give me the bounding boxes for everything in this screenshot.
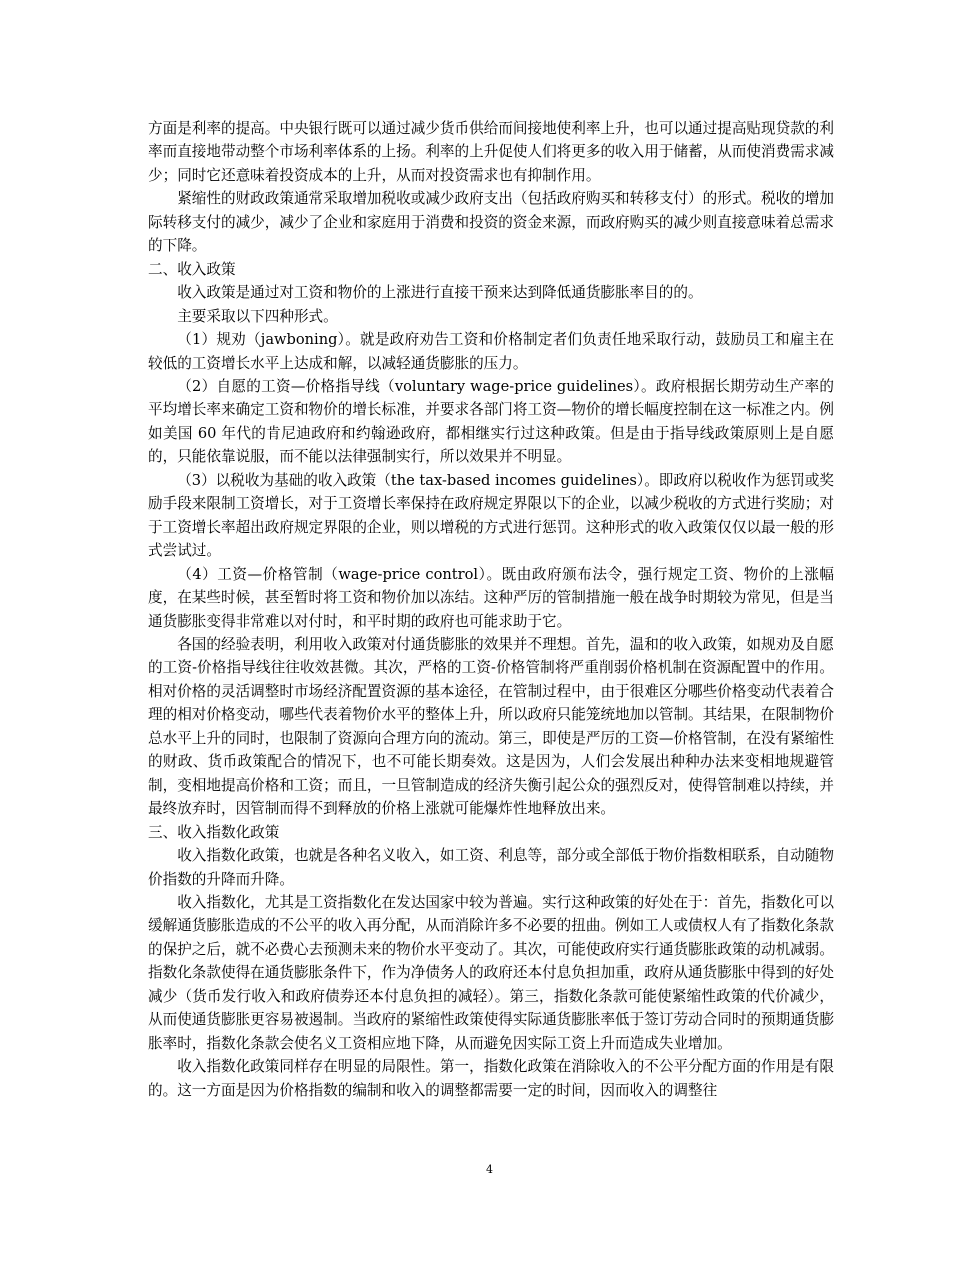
paragraph: 收入指数化，尤其是工资指数化在发达国家中较为普遍。实行这种政策的好处在于：首先，指数化可以缓解通货膨胀造成的不公平的收入再分配，从而消除许多不必要的扭曲。例如工人或债权人有了指数化条款的保护之后，就不必费心去预测未来的物价水平变动了。其次，可能使政府实行通货膨胀政策的动机减弱。指数化条款使得在通货膨胀条件下，作为净债务人的政府还本付息负担加重，政府从通货膨胀中得到的好处减少（货币发行收入和政府债券还本付息负担的减轻）。第三，指数化条款可能使紧缩性政策的代价减少，从而使通货膨胀更容易被遏制。当政府的紧缩性政策使得实际通货膨胀率低于签订劳动合同时的预期通货膨胀率时，指数化条款会使名义工资相应地下降，从而避免因实际工资上升而造成失业增加。 (148, 893, 834, 1052)
body-text (148, 117, 834, 1102)
paragraph: 主要采取以下四种形式。 (177, 307, 338, 325)
paragraph: 收入指数化政策，也就是各种名义收入，如工资、利息等，部分或全部低于物价指数相联系，自动随物价指数的升降而升降。 (148, 847, 834, 888)
paragraph: 收入指数化政策同样存在明显的局限性。第一，指数化政策在消除收入的不公平分配方面的作用是有限的。这一方面是因为价格指数的编制和收入的调整都需要一定的时间，因而收入的调整往 (148, 1058, 834, 1099)
section-heading: 二、收入政策 (148, 260, 236, 278)
list-item: （3）以税收为基础的收入政策（the tax-based incomes guidelines）。即政府以税收作为惩罚或奖励手段来限制工资增长，对于工资增长率保持在政府规定界限以下的企业，以减少税收的方式进行奖励；对于工资增长率超出政府规定界限的企业，则以增税的方式进行惩罚。这种形式的收入政策仅仅以最一般的形式尝试过。 (148, 471, 834, 560)
paragraph: 收入政策是通过对工资和物价的上涨进行直接干预来达到降低通货膨胀率目的的。 (177, 284, 703, 302)
paragraph: 方面是利率的提高。中央银行既可以通过减少货币供给而间接地使利率上升，也可以通过提高贴现贷款的利率而直接地带动整个市场利率体系的上扬。利率的上升促使人们将更多的收入用于储蓄，从而使消费需求减少；同时它还意味着投资成本的上升，从而对投资需求也有抑制作用。 (148, 120, 834, 184)
paragraph: 各国的经验表明，利用收入政策对付通货膨胀的效果并不理想。首先，温和的收入政策，如规劝及自愿的工资-价格指导线往往收效甚微。其次，严格的工资-价格管制将严重削弱价格机制在资源配置中的作用。相对价格的灵活调整时市场经济配置资源的基本途径，在管制过程中，由于很难区分哪些价格变动代表着合理的相对价格变动，哪些代表着物价水平的整体上升，所以政府只能笼统地加以管制。其结果，在限制物价总水平上升的同时，也限制了资源向合理方向的流动。第三，即使是严厉的工资—价格管制，在没有紧缩性的财政、货币政策配合的情况下，也不可能长期奏效。这是因为，人们会发展出种种办法来变相地规避管制，变相地提高价格和工资；而且，一旦管制造成的经济失衡引起公众的强烈反对，使得管制难以持续，并最终放弃时，因管制而得不到释放的价格上涨就可能爆炸性地释放出来。 (148, 635, 834, 818)
section-heading: 三、收入指数化政策 (148, 823, 280, 841)
list-item: （2）自愿的工资—价格指导线（voluntary wage-price guidelines）。政府根据长期劳动生产率的平均增长率来确定工资和物价的增长标准，并要求各部门将工资—物价的增长幅度控制在这一标准之内。例如美国 60 年代的肯尼迪政府和约翰逊政府，都相继实行过这种政策。但是由于指导线政策原则上是自愿的，只能依靠说服，而不能以法律强制实行，所以效果并不明显。 (148, 377, 834, 466)
page-number: 4 (486, 1163, 493, 1176)
paragraph: 紧缩性的财政政策通常采取增加税收或减少政府支出（包括政府购买和转移支付）的形式。税收的增加际转移支付的减少，减少了企业和家庭用于消费和投资的资金来源，而政府购买的减少则直接意味着总需求的下降。 (148, 190, 834, 255)
list-item: （1）规劝（jawboning）。就是政府劝告工资和价格制定者们负责任地采取行动，鼓励员工和雇主在较低的工资增长水平上达成和解，以减轻通货膨胀的压力。 (148, 331, 834, 372)
list-item: （4）工资—价格管制（wage-price control）。既由政府颁布法令，强行规定工资、物价的上涨幅度，在某些时候，甚至暂时将工资和物价加以冻结。这种严厉的管制措施一般在战争时期较为常见，但是当通货膨胀变得非常难以对付时，和平时期的政府也可能求助于它。 (148, 565, 834, 630)
